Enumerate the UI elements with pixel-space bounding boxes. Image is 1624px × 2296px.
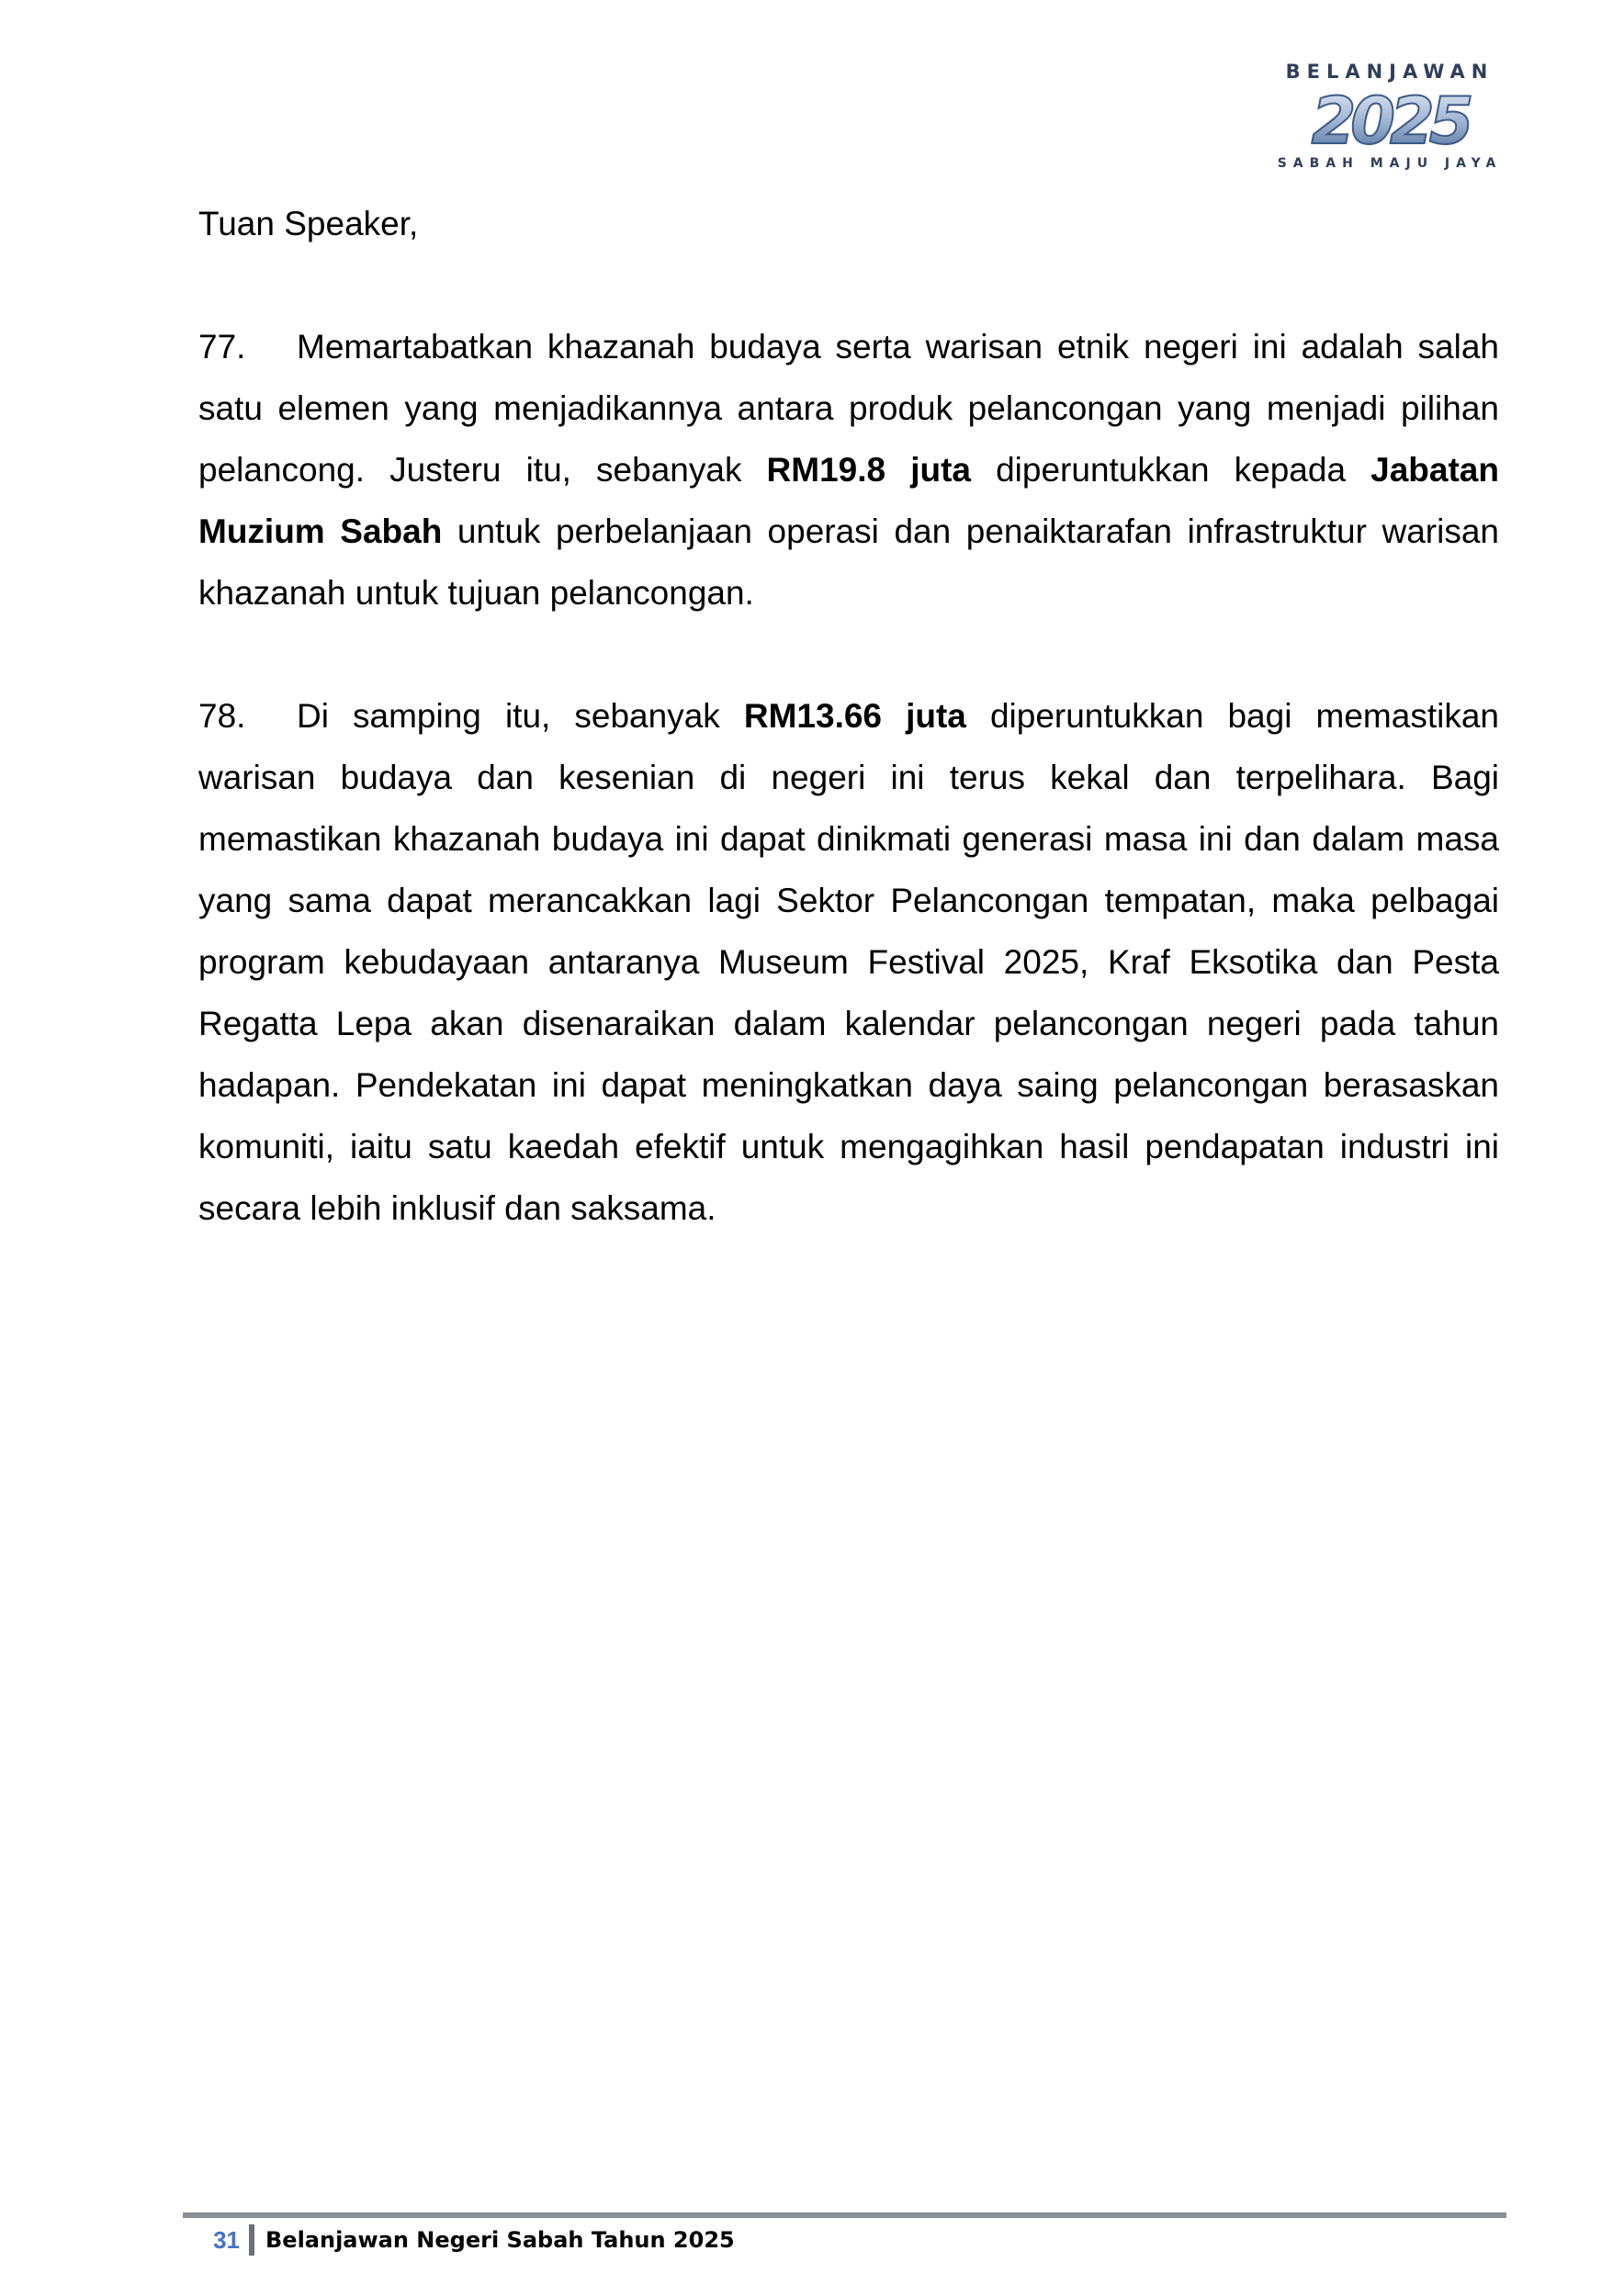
page-number: 31 — [213, 2226, 240, 2254]
paragraph-77 — [198, 316, 1499, 624]
allocation-amount: RM19.8 juta — [766, 451, 971, 489]
logo-title: BELANJAWAN — [1285, 61, 1494, 83]
paragraph-text: Di samping itu, sebanyak — [297, 697, 744, 735]
footer-rule — [183, 2212, 1506, 2218]
paragraph-text: Memartabatkan khazanah budaya serta warisan etnik negeri ini adalah salah satu elemen yang menjadikannya antara produk pelancongan yang menjadi pilihan pelancong. Justeru itu, sebanyak — [198, 328, 1499, 489]
paragraph-text: diperuntukkan bagi memastikan warisan budaya dan kesenian di negeri ini terus kekal dan terpelihara. Bagi memastikan khazanah budaya ini dapat dinikmati generasi masa ini dan dalam masa yang sama dapat merancakkan lagi Sektor Pelancongan tempatan, maka pelbagai program kebudayaan antaranya Museum Festival 2025, Kraf Eksotika dan Pesta Regatta Lepa akan disenaraikan dalam kalendar pelancongan negeri pada tahun hadapan. Pendekatan ini dapat meningkatkan daya saing pelancongan berasaskan komuniti, iaitu satu kaedah efektif untuk mengagihkan hasil pendapatan industri ini secara lebih inklusif dan saksama. — [198, 697, 1499, 1227]
footer-title: Belanjawan Negeri Sabah Tahun 2025 — [265, 2227, 735, 2253]
paragraph-number: 77. — [198, 328, 246, 366]
logo-tagline: SABAH MAJU JAYA — [1277, 156, 1503, 171]
paragraph-78 — [198, 685, 1499, 1239]
department-name: Jabatan Muzium Sabah — [198, 451, 1499, 550]
footer-divider — [249, 2224, 254, 2256]
page-footer — [183, 2224, 1506, 2256]
paragraph-text: diperuntukkan kepada — [971, 451, 1371, 489]
logo-year-graphic — [1284, 88, 1495, 152]
paragraph-number: 78. — [198, 697, 246, 735]
budget-logo — [1266, 61, 1514, 180]
allocation-amount: RM13.66 juta — [743, 697, 966, 735]
paragraph-text: untuk perbelanjaan operasi dan penaiktarafan infrastruktur warisan khazanah untuk tujuan pelancongan. — [198, 512, 1499, 612]
salutation: Tuan Speaker, — [198, 205, 419, 242]
speech-content — [198, 193, 1499, 1300]
logo-year-text: 2025 — [1311, 88, 1469, 152]
